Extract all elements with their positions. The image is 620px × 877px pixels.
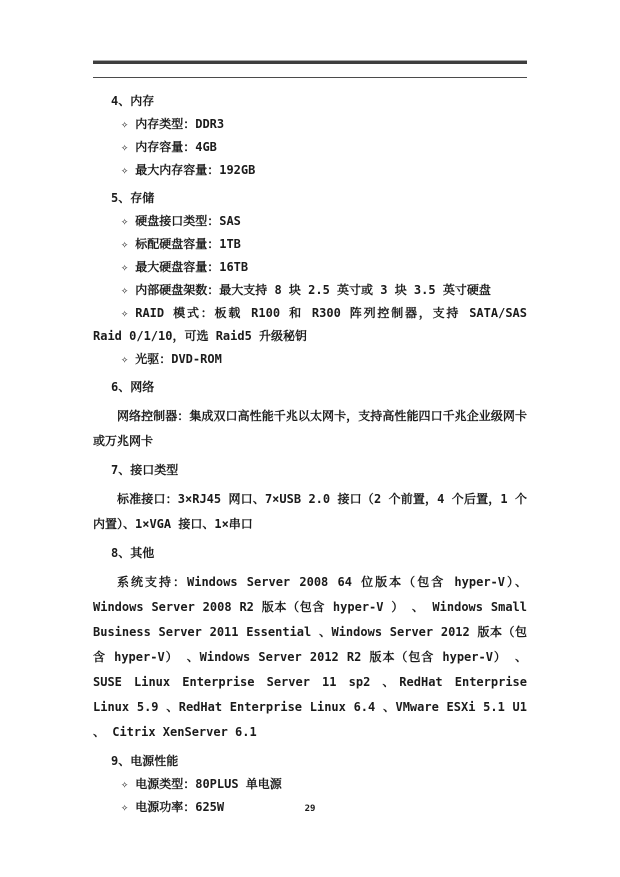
diamond-bullet-icon: ✧ (121, 237, 129, 251)
diamond-bullet-icon: ✧ (121, 283, 129, 297)
diamond-bullet-icon: ✧ (121, 163, 129, 177)
item-text: 内部硬盘架数：最大支持 8 块 2.5 英寸或 3 块 3.5 英寸硬盘 (135, 283, 491, 297)
item-text: 内存容量：4GB (135, 140, 217, 154)
diamond-bullet-icon: ✧ (121, 214, 129, 228)
item-text: 电源功率：625W (135, 800, 225, 814)
heading-other: 8、其他 (111, 546, 155, 560)
heading-power: 9、电源性能 (111, 754, 179, 768)
item-text: 硬盘接口类型：SAS (135, 214, 241, 228)
diamond-bullet-icon: ✧ (121, 260, 129, 274)
header-rule-thick (93, 60, 527, 64)
page-number: 29 (304, 804, 316, 814)
item-text: RAID 模式：板载 R100 和 R300 阵列控制器，支持 SATA/SAS Raid 0/1/10，可选 Raid5 升级秘钥 (93, 306, 527, 343)
diamond-bullet-icon: ✧ (121, 800, 129, 814)
item-text: 标配硬盘容量：1TB (135, 237, 241, 251)
item-memory-capacity (93, 136, 527, 159)
item-text: 最大内存容量：192GB (135, 163, 256, 177)
item-disk-bays (93, 279, 527, 302)
item-power-type (93, 773, 527, 796)
diamond-bullet-icon: ✧ (121, 140, 129, 154)
diamond-bullet-icon: ✧ (121, 352, 129, 366)
item-max-memory (93, 159, 527, 182)
item-text: 内存类型：DDR3 (135, 117, 225, 131)
item-memory-type (93, 113, 527, 136)
item-disk-interface (93, 210, 527, 233)
item-text: 光驱：DVD-ROM (135, 352, 222, 366)
para-network-controller: 网络控制器：集成双口高性能千兆以太网卡，支持高性能四口千兆企业级网卡或万兆网卡 (93, 409, 527, 448)
item-optical-drive (93, 348, 527, 371)
document-body (93, 85, 527, 819)
item-text: 最大硬盘容量：16TB (135, 260, 249, 274)
item-max-disk (93, 256, 527, 279)
item-text: 电源类型：80PLUS 单电源 (135, 777, 282, 791)
diamond-bullet-icon: ✧ (121, 777, 129, 791)
item-raid-mode (93, 302, 527, 348)
para-standard-interfaces: 标准接口：3×RJ45 网口、7×USB 2.0 接口（2 个前置，4 个后置，1 个内置）、1×VGA 接口、1×串口 (93, 492, 527, 531)
heading-network: 6、网络 (111, 380, 155, 394)
heading-storage: 5、存储 (111, 191, 155, 205)
heading-memory: 4、内存 (111, 94, 155, 108)
diamond-bullet-icon: ✧ (121, 306, 129, 320)
heading-interfaces: 7、接口类型 (111, 463, 179, 477)
para-os-support: 系统支持：Windows Server 2008 64 位版本（包含 hyper-V）、Windows Server 2008 R2 版本（包含 hyper-V ） 、 Windows Small Business Server 2011 Essential 、Windows Server 2012 版本（包含 hyper-V） 、Windows Server 2012 R2 版本（包含 hyper-V） 、SUSE Linux Enterprise Server 11 sp2 、RedHat Enterprise Linux 5.9 、RedHat Enterprise Linux 6.4 、VMware ESXi 5.1 U1 、 Citrix XenServer 6.1 (93, 575, 527, 739)
diamond-bullet-icon: ✧ (121, 117, 129, 131)
header-rule-thin (93, 77, 527, 78)
item-standard-disk (93, 233, 527, 256)
